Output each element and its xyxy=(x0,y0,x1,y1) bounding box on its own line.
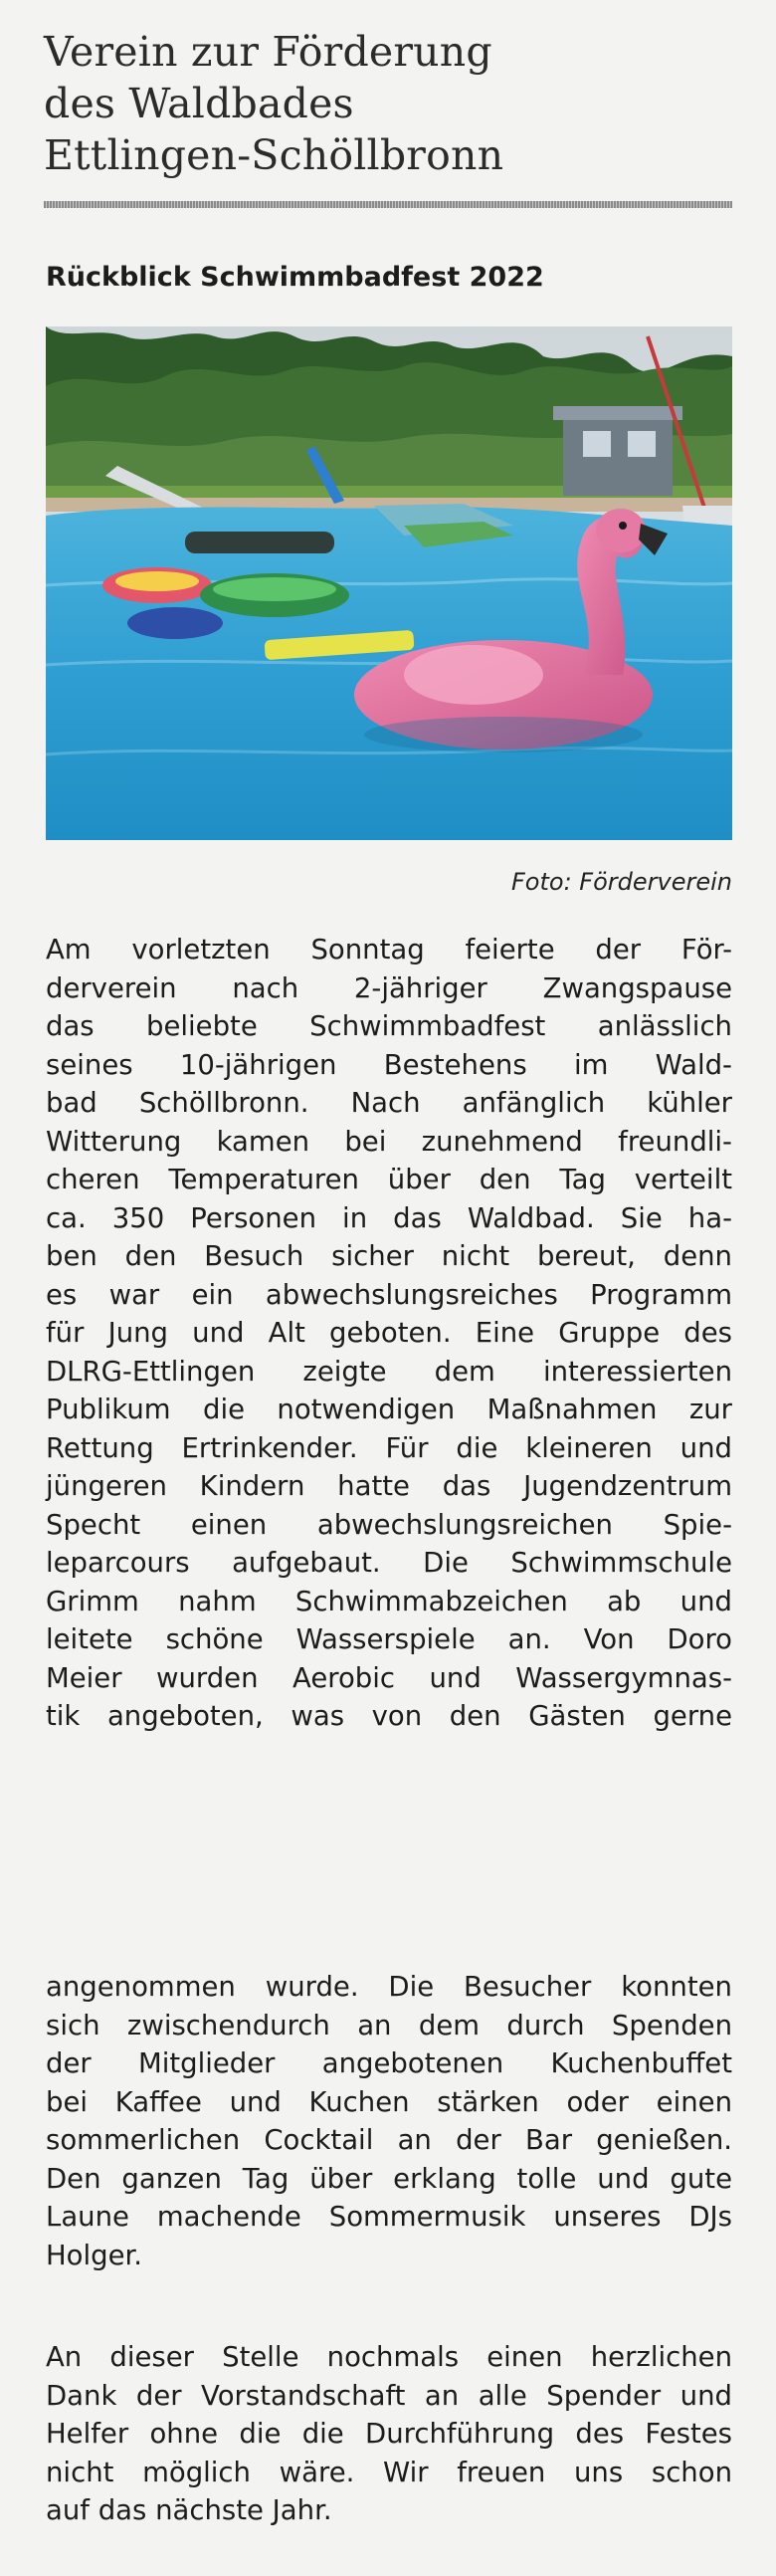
text-line: sommerlichen Cocktail an der Bar genießen. xyxy=(46,2124,732,2156)
text-line: es war ein abwechslungsreiches Programm xyxy=(46,1278,732,1311)
text-line: sich zwischendurch an dem durch Spenden xyxy=(46,2009,732,2041)
organization-title-line: des Waldbades xyxy=(44,80,354,127)
text-line: Am vorletzten Sonntag feierte der För- xyxy=(46,934,732,966)
text-line: leparcours aufgebaut. Die Schwimmschule xyxy=(46,1547,732,1579)
text-line: derverein nach 2-jähriger Zwangspause xyxy=(46,971,732,1004)
text-line: An dieser Stelle nochmals einen herzlichen xyxy=(46,2341,732,2373)
text-line: Grimm nahm Schwimmabzeichen ab und xyxy=(46,1585,732,1617)
text-line: cheren Temperaturen über den Tag verteilt xyxy=(46,1164,732,1195)
text-line: Den ganzen Tag über erklang tolle und gute xyxy=(46,2162,732,2195)
text-line: Meier wurden Aerobic und Wassergymnas- xyxy=(46,1661,732,1694)
text-line: Helfer ohne die die Durchführung des Festes xyxy=(46,2418,732,2450)
article-paragraph-1 xyxy=(46,931,732,1736)
text-line: Publikum die notwendigen Maßnahmen zur xyxy=(46,1394,732,1425)
text-line: jüngeren Kindern hatte das Jugendzentrum xyxy=(46,1470,732,1502)
organization-title-line: Ettlingen-Schöllbronn xyxy=(44,131,504,179)
text-line: bei Kaffee und Kuchen stärken oder einen xyxy=(46,2085,732,2118)
text-line: Laune machende Sommermusik unseres DJs xyxy=(46,2201,732,2233)
text-line: der Mitglieder angebotenen Kuchenbuffet xyxy=(46,2047,732,2079)
title-divider xyxy=(44,201,732,208)
text-line: leitete schöne Wasserspiele an. Von Doro xyxy=(46,1623,732,1655)
text-line: bad Schöllbronn. Nach anfänglich kühler xyxy=(46,1087,732,1119)
text-line: Dank der Vorstandschaft an alle Spender und xyxy=(46,2379,732,2412)
text-line: Rettung Ertrinkender. Für die kleineren und xyxy=(46,1431,732,1464)
article-headline: Rückblick Schwimmbadfest 2022 xyxy=(46,262,544,293)
text-line: das beliebte Schwimmbadfest anlässlich xyxy=(46,1010,732,1042)
organization-title xyxy=(44,26,740,181)
article-paragraph-3 xyxy=(46,2338,732,2530)
text-line: Holger. xyxy=(46,2239,143,2271)
pool-photo-illustration xyxy=(46,326,732,840)
text-line: ca. 350 Personen in das Waldbad. Sie ha- xyxy=(46,1201,732,1234)
text-line: seines 10-jährigen Bestehens im Wald- xyxy=(46,1048,732,1081)
organization-title-line: Verein zur Förderung xyxy=(44,28,492,76)
article-paragraph-2 xyxy=(46,1968,732,2274)
text-line: auf das nächste Jahr. xyxy=(46,2494,332,2526)
text-line: für Jung und Alt geboten. Eine Gruppe des xyxy=(46,1317,732,1349)
text-line: tik angeboten, was von den Gästen gerne xyxy=(46,1700,732,1732)
text-line: angenommen wurde. Die Besucher konnten xyxy=(46,1971,732,2003)
article-photo xyxy=(46,326,732,840)
text-line: Witterung kamen bei zunehmend freundli- xyxy=(46,1125,732,1158)
text-line: nicht möglich wäre. Wir freuen uns schon xyxy=(46,2456,732,2488)
photo-caption: Foto: Förderverein xyxy=(511,868,732,896)
text-line: DLRG-Ettlingen zeigte dem interessierten xyxy=(46,1355,732,1388)
text-line: ben den Besuch sicher nicht bereut, denn xyxy=(46,1240,732,1272)
text-line: Specht einen abwechslungsreichen Spie- xyxy=(46,1508,732,1541)
